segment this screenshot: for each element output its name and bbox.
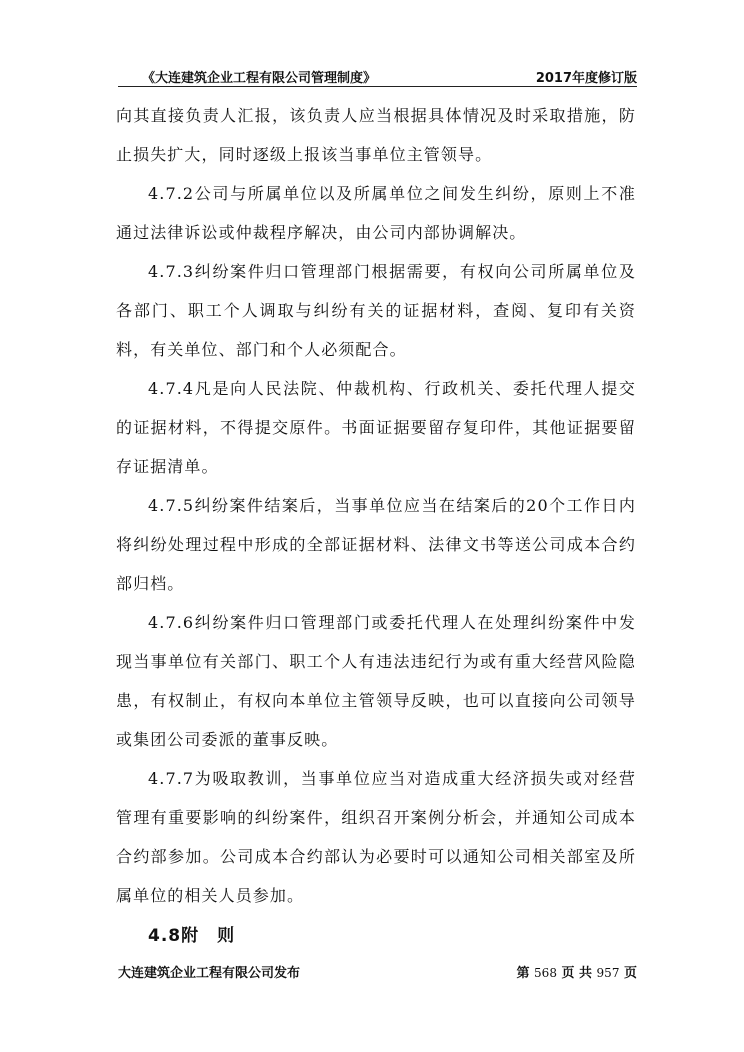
document-body [116, 96, 636, 956]
document-title: 《大连建筑企业工程有限公司管理制度》 [142, 71, 377, 86]
page-counter [517, 962, 638, 981]
paragraph: 4.7.3纠纷案件归口管理部门根据需要，有权向公司所属单位及各部门、职工个人调取与纠纷有关的证据材料，查阅、复印有关资料，有关单位、部门和个人必须配合。 [116, 262, 636, 359]
page-prefix: 第 [516, 966, 530, 981]
paragraph: 4.7.6纠纷案件归口管理部门或委托代理人在处理纠纷案件中发现当事单位有关部门、职工个人有违法违纪行为或有重大经营风险隐患，有权制止，有权向本单位主管领导反映，也可以直接向公司领导或集团公司委派的董事反映。 [116, 613, 636, 749]
page-mid: 页 共 [561, 966, 593, 981]
page-suffix: 页 [623, 966, 637, 981]
paragraph: 向其直接负责人汇报，该负责人应当根据具体情况及时采取措施，防止损失扩大，同时逐级上报该当事单位主管领导。 [116, 106, 636, 164]
paragraph: 4.7.7为吸取教训，当事单位应当对造成重大经济损失或对经营管理有重要影响的纠纷案件，组织召开案例分析会，并通知公司成本合约部参加。公司成本合约部认为必要时可以通知公司相关部室及所属单位的相关人员参加。 [116, 769, 636, 905]
total-pages: 957 [596, 966, 620, 980]
publisher-label: 大连建筑企业工程有限公司发布 [118, 966, 301, 981]
edition-label: 2017年度修订版 [535, 71, 637, 86]
page-header [118, 66, 637, 87]
paragraph: 4.7.5纠纷案件结案后，当事单位应当在结案后的20个工作日内将纠纷处理过程中形成的全部证据材料、法律文书等送公司成本合约部归档。 [116, 496, 636, 593]
page-footer [118, 960, 637, 982]
section-heading: 4.8附 则 [148, 926, 236, 946]
page-number: 568 [534, 966, 557, 980]
paragraph: 4.7.2公司与所属单位以及所属单位之间发生纠纷，原则上不准通过法律诉讼或仲裁程序解决，由公司内部协调解决。 [116, 184, 636, 242]
paragraph: 4.7.4凡是向人民法院、仲裁机构、行政机关、委托代理人提交的证据材料，不得提交原件。书面证据要留存复印件，其他证据要留存证据清单。 [116, 379, 636, 476]
